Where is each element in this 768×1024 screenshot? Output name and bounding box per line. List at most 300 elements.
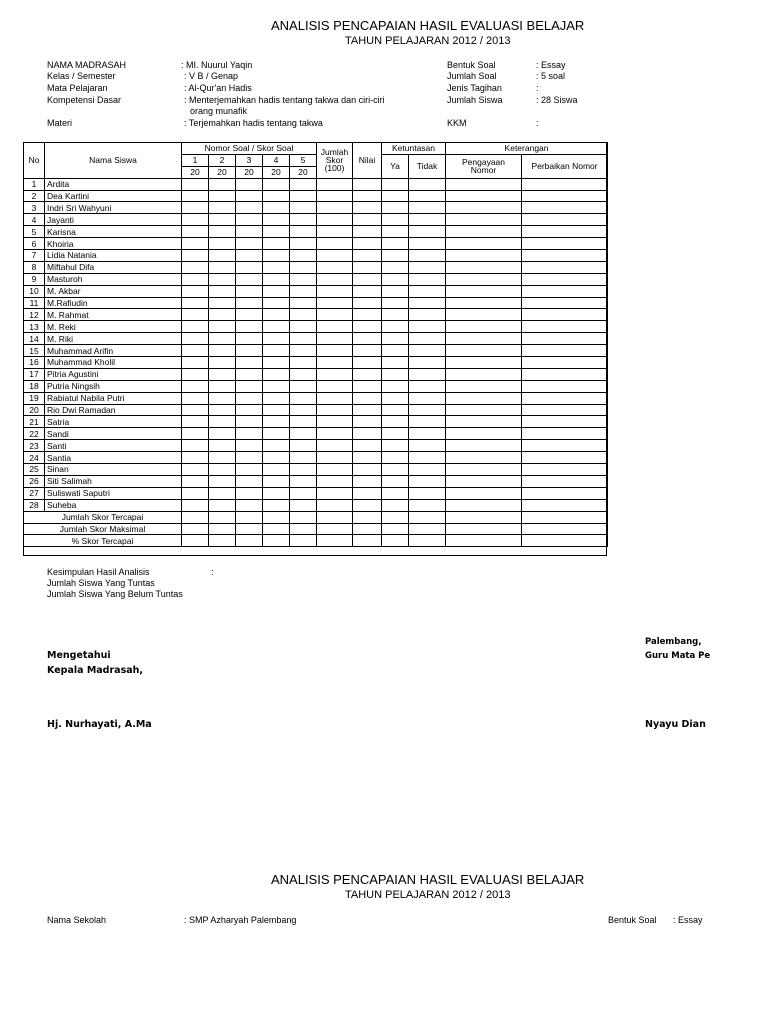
score-cell[interactable]: [409, 345, 446, 357]
score-cell[interactable]: [263, 357, 290, 369]
score-cell[interactable]: [290, 392, 317, 404]
score-cell[interactable]: [409, 499, 446, 511]
score-cell[interactable]: [382, 178, 409, 190]
score-cell[interactable]: [522, 309, 608, 321]
score-cell[interactable]: [209, 238, 236, 250]
score-cell[interactable]: [209, 357, 236, 369]
score-cell[interactable]: [236, 380, 263, 392]
score-cell[interactable]: [382, 321, 409, 333]
score-cell[interactable]: [446, 214, 522, 226]
score-cell[interactable]: [382, 309, 409, 321]
score-cell[interactable]: [263, 202, 290, 214]
score-cell[interactable]: [182, 357, 209, 369]
score-cell[interactable]: [522, 452, 608, 464]
score-cell[interactable]: [446, 333, 522, 345]
score-cell[interactable]: [290, 273, 317, 285]
footer-cell[interactable]: [290, 535, 317, 547]
score-cell[interactable]: [236, 416, 263, 428]
score-cell[interactable]: [522, 297, 608, 309]
score-cell[interactable]: [209, 214, 236, 226]
footer-cell[interactable]: [382, 511, 409, 523]
score-cell[interactable]: [263, 321, 290, 333]
score-cell[interactable]: [446, 368, 522, 380]
score-cell[interactable]: [522, 464, 608, 476]
score-cell[interactable]: [209, 440, 236, 452]
score-cell[interactable]: [522, 273, 608, 285]
footer-cell[interactable]: [353, 535, 382, 547]
score-cell[interactable]: [263, 416, 290, 428]
score-cell[interactable]: [263, 273, 290, 285]
score-cell[interactable]: [522, 499, 608, 511]
score-cell[interactable]: [290, 178, 317, 190]
score-cell[interactable]: [209, 345, 236, 357]
score-cell[interactable]: [290, 226, 317, 238]
score-cell[interactable]: [182, 452, 209, 464]
score-cell[interactable]: [182, 297, 209, 309]
score-cell[interactable]: [317, 440, 353, 452]
score-cell[interactable]: [290, 452, 317, 464]
score-cell[interactable]: [522, 226, 608, 238]
score-cell[interactable]: [382, 238, 409, 250]
score-cell[interactable]: [353, 226, 382, 238]
score-cell[interactable]: [353, 428, 382, 440]
score-cell[interactable]: [382, 190, 409, 202]
score-cell[interactable]: [263, 499, 290, 511]
score-cell[interactable]: [290, 404, 317, 416]
score-cell[interactable]: [446, 499, 522, 511]
score-cell[interactable]: [290, 202, 317, 214]
score-cell[interactable]: [382, 392, 409, 404]
score-cell[interactable]: [236, 368, 263, 380]
score-cell[interactable]: [236, 475, 263, 487]
score-cell[interactable]: [353, 452, 382, 464]
score-cell[interactable]: [409, 261, 446, 273]
score-cell[interactable]: [209, 178, 236, 190]
score-cell[interactable]: [317, 214, 353, 226]
score-cell[interactable]: [209, 226, 236, 238]
footer-cell[interactable]: [446, 535, 522, 547]
score-cell[interactable]: [182, 475, 209, 487]
score-cell[interactable]: [353, 309, 382, 321]
score-cell[interactable]: [317, 345, 353, 357]
score-cell[interactable]: [317, 380, 353, 392]
score-cell[interactable]: [353, 285, 382, 297]
footer-cell[interactable]: [263, 511, 290, 523]
score-cell[interactable]: [263, 238, 290, 250]
score-cell[interactable]: [446, 428, 522, 440]
score-cell[interactable]: [182, 261, 209, 273]
score-cell[interactable]: [382, 404, 409, 416]
score-cell[interactable]: [236, 202, 263, 214]
score-cell[interactable]: [446, 250, 522, 262]
score-cell[interactable]: [409, 178, 446, 190]
score-cell[interactable]: [209, 487, 236, 499]
score-cell[interactable]: [409, 357, 446, 369]
score-cell[interactable]: [290, 416, 317, 428]
footer-cell[interactable]: [209, 511, 236, 523]
score-cell[interactable]: [409, 214, 446, 226]
footer-cell[interactable]: [263, 535, 290, 547]
score-cell[interactable]: [522, 380, 608, 392]
score-cell[interactable]: [290, 499, 317, 511]
score-cell[interactable]: [263, 261, 290, 273]
score-cell[interactable]: [317, 452, 353, 464]
score-cell[interactable]: [446, 392, 522, 404]
footer-cell[interactable]: [317, 511, 353, 523]
footer-cell[interactable]: [382, 523, 409, 535]
score-cell[interactable]: [263, 428, 290, 440]
score-cell[interactable]: [236, 440, 263, 452]
score-cell[interactable]: [409, 238, 446, 250]
score-cell[interactable]: [353, 238, 382, 250]
score-cell[interactable]: [409, 392, 446, 404]
footer-cell[interactable]: [317, 523, 353, 535]
score-cell[interactable]: [446, 404, 522, 416]
score-cell[interactable]: [353, 368, 382, 380]
score-cell[interactable]: [382, 452, 409, 464]
score-cell[interactable]: [290, 428, 317, 440]
score-cell[interactable]: [382, 487, 409, 499]
score-cell[interactable]: [382, 202, 409, 214]
score-cell[interactable]: [317, 357, 353, 369]
footer-cell[interactable]: [409, 523, 446, 535]
score-cell[interactable]: [182, 487, 209, 499]
score-cell[interactable]: [290, 333, 317, 345]
score-cell[interactable]: [409, 226, 446, 238]
score-cell[interactable]: [382, 285, 409, 297]
footer-cell[interactable]: [290, 511, 317, 523]
score-cell[interactable]: [263, 487, 290, 499]
score-cell[interactable]: [382, 428, 409, 440]
score-cell[interactable]: [446, 261, 522, 273]
score-cell[interactable]: [317, 321, 353, 333]
score-cell[interactable]: [290, 357, 317, 369]
score-cell[interactable]: [382, 250, 409, 262]
score-cell[interactable]: [522, 357, 608, 369]
score-cell[interactable]: [446, 475, 522, 487]
score-cell[interactable]: [409, 464, 446, 476]
score-cell[interactable]: [409, 273, 446, 285]
score-cell[interactable]: [446, 190, 522, 202]
footer-cell[interactable]: [317, 535, 353, 547]
score-cell[interactable]: [182, 214, 209, 226]
score-cell[interactable]: [317, 475, 353, 487]
score-cell[interactable]: [263, 178, 290, 190]
score-cell[interactable]: [522, 440, 608, 452]
score-cell[interactable]: [446, 357, 522, 369]
score-cell[interactable]: [236, 309, 263, 321]
score-cell[interactable]: [236, 226, 263, 238]
score-cell[interactable]: [409, 309, 446, 321]
score-cell[interactable]: [353, 475, 382, 487]
score-cell[interactable]: [209, 261, 236, 273]
score-cell[interactable]: [446, 309, 522, 321]
score-cell[interactable]: [522, 238, 608, 250]
score-cell[interactable]: [353, 487, 382, 499]
score-cell[interactable]: [317, 404, 353, 416]
score-cell[interactable]: [263, 464, 290, 476]
score-cell[interactable]: [446, 440, 522, 452]
score-cell[interactable]: [446, 226, 522, 238]
score-cell[interactable]: [446, 345, 522, 357]
score-cell[interactable]: [446, 273, 522, 285]
score-cell[interactable]: [209, 368, 236, 380]
score-cell[interactable]: [236, 487, 263, 499]
footer-cell[interactable]: [409, 511, 446, 523]
score-cell[interactable]: [353, 261, 382, 273]
score-cell[interactable]: [446, 238, 522, 250]
score-cell[interactable]: [236, 452, 263, 464]
score-cell[interactable]: [353, 202, 382, 214]
score-cell[interactable]: [446, 487, 522, 499]
score-cell[interactable]: [409, 190, 446, 202]
score-cell[interactable]: [522, 214, 608, 226]
footer-cell[interactable]: [182, 523, 209, 535]
score-cell[interactable]: [382, 475, 409, 487]
score-cell[interactable]: [446, 380, 522, 392]
score-cell[interactable]: [290, 309, 317, 321]
score-cell[interactable]: [182, 368, 209, 380]
score-cell[interactable]: [317, 261, 353, 273]
score-cell[interactable]: [409, 250, 446, 262]
score-cell[interactable]: [353, 297, 382, 309]
score-cell[interactable]: [209, 202, 236, 214]
score-cell[interactable]: [522, 261, 608, 273]
score-cell[interactable]: [263, 475, 290, 487]
score-cell[interactable]: [317, 428, 353, 440]
score-cell[interactable]: [182, 404, 209, 416]
score-cell[interactable]: [182, 178, 209, 190]
score-cell[interactable]: [382, 261, 409, 273]
score-cell[interactable]: [182, 190, 209, 202]
score-cell[interactable]: [236, 297, 263, 309]
score-cell[interactable]: [290, 250, 317, 262]
score-cell[interactable]: [353, 190, 382, 202]
score-cell[interactable]: [353, 499, 382, 511]
score-cell[interactable]: [409, 475, 446, 487]
score-cell[interactable]: [317, 368, 353, 380]
score-cell[interactable]: [236, 464, 263, 476]
score-cell[interactable]: [182, 273, 209, 285]
score-cell[interactable]: [446, 178, 522, 190]
score-cell[interactable]: [317, 487, 353, 499]
score-cell[interactable]: [263, 440, 290, 452]
score-cell[interactable]: [263, 285, 290, 297]
score-cell[interactable]: [409, 321, 446, 333]
score-cell[interactable]: [209, 285, 236, 297]
score-cell[interactable]: [353, 392, 382, 404]
footer-cell[interactable]: [353, 511, 382, 523]
score-cell[interactable]: [317, 464, 353, 476]
score-cell[interactable]: [522, 333, 608, 345]
footer-cell[interactable]: [209, 523, 236, 535]
score-cell[interactable]: [236, 333, 263, 345]
score-cell[interactable]: [236, 190, 263, 202]
score-cell[interactable]: [382, 464, 409, 476]
score-cell[interactable]: [209, 309, 236, 321]
score-cell[interactable]: [317, 178, 353, 190]
score-cell[interactable]: [409, 416, 446, 428]
score-cell[interactable]: [317, 309, 353, 321]
score-cell[interactable]: [236, 178, 263, 190]
score-cell[interactable]: [236, 250, 263, 262]
score-cell[interactable]: [263, 226, 290, 238]
score-cell[interactable]: [236, 285, 263, 297]
score-cell[interactable]: [263, 452, 290, 464]
score-cell[interactable]: [353, 464, 382, 476]
score-cell[interactable]: [317, 273, 353, 285]
score-cell[interactable]: [317, 238, 353, 250]
score-cell[interactable]: [209, 190, 236, 202]
score-cell[interactable]: [290, 238, 317, 250]
score-cell[interactable]: [353, 357, 382, 369]
score-cell[interactable]: [290, 368, 317, 380]
score-cell[interactable]: [382, 499, 409, 511]
score-cell[interactable]: [317, 190, 353, 202]
score-cell[interactable]: [263, 404, 290, 416]
score-cell[interactable]: [382, 416, 409, 428]
score-cell[interactable]: [353, 345, 382, 357]
score-cell[interactable]: [382, 333, 409, 345]
score-cell[interactable]: [317, 392, 353, 404]
score-cell[interactable]: [263, 392, 290, 404]
score-cell[interactable]: [182, 321, 209, 333]
score-cell[interactable]: [353, 178, 382, 190]
score-cell[interactable]: [522, 250, 608, 262]
score-cell[interactable]: [182, 464, 209, 476]
footer-cell[interactable]: [353, 523, 382, 535]
score-cell[interactable]: [263, 250, 290, 262]
score-cell[interactable]: [182, 238, 209, 250]
score-cell[interactable]: [409, 428, 446, 440]
score-cell[interactable]: [522, 190, 608, 202]
score-cell[interactable]: [182, 499, 209, 511]
footer-cell[interactable]: [236, 523, 263, 535]
score-cell[interactable]: [209, 297, 236, 309]
score-cell[interactable]: [382, 297, 409, 309]
score-cell[interactable]: [446, 464, 522, 476]
score-cell[interactable]: [446, 452, 522, 464]
score-cell[interactable]: [522, 416, 608, 428]
score-cell[interactable]: [290, 475, 317, 487]
score-cell[interactable]: [182, 392, 209, 404]
score-cell[interactable]: [382, 440, 409, 452]
score-cell[interactable]: [209, 452, 236, 464]
footer-cell[interactable]: [446, 511, 522, 523]
score-cell[interactable]: [182, 416, 209, 428]
score-cell[interactable]: [236, 238, 263, 250]
score-cell[interactable]: [263, 309, 290, 321]
score-cell[interactable]: [182, 428, 209, 440]
score-cell[interactable]: [236, 345, 263, 357]
score-cell[interactable]: [263, 380, 290, 392]
footer-cell[interactable]: [182, 511, 209, 523]
score-cell[interactable]: [353, 214, 382, 226]
score-cell[interactable]: [209, 416, 236, 428]
score-cell[interactable]: [209, 380, 236, 392]
score-cell[interactable]: [209, 428, 236, 440]
score-cell[interactable]: [382, 214, 409, 226]
score-cell[interactable]: [182, 202, 209, 214]
score-cell[interactable]: [209, 404, 236, 416]
score-cell[interactable]: [209, 250, 236, 262]
score-cell[interactable]: [263, 297, 290, 309]
score-cell[interactable]: [317, 250, 353, 262]
score-cell[interactable]: [409, 297, 446, 309]
score-cell[interactable]: [209, 321, 236, 333]
footer-cell[interactable]: [409, 535, 446, 547]
score-cell[interactable]: [209, 333, 236, 345]
score-cell[interactable]: [290, 285, 317, 297]
score-cell[interactable]: [236, 499, 263, 511]
footer-cell[interactable]: [236, 511, 263, 523]
score-cell[interactable]: [290, 440, 317, 452]
score-cell[interactable]: [182, 226, 209, 238]
score-cell[interactable]: [263, 214, 290, 226]
score-cell[interactable]: [182, 285, 209, 297]
score-cell[interactable]: [353, 380, 382, 392]
score-cell[interactable]: [317, 416, 353, 428]
score-cell[interactable]: [353, 250, 382, 262]
score-cell[interactable]: [236, 261, 263, 273]
score-cell[interactable]: [382, 368, 409, 380]
score-cell[interactable]: [522, 321, 608, 333]
score-cell[interactable]: [409, 285, 446, 297]
score-cell[interactable]: [317, 297, 353, 309]
score-cell[interactable]: [182, 440, 209, 452]
score-cell[interactable]: [236, 321, 263, 333]
score-cell[interactable]: [182, 345, 209, 357]
score-cell[interactable]: [522, 285, 608, 297]
footer-cell[interactable]: [182, 535, 209, 547]
score-cell[interactable]: [290, 297, 317, 309]
score-cell[interactable]: [290, 321, 317, 333]
score-cell[interactable]: [290, 261, 317, 273]
score-cell[interactable]: [382, 345, 409, 357]
score-cell[interactable]: [522, 428, 608, 440]
score-cell[interactable]: [353, 321, 382, 333]
score-cell[interactable]: [446, 202, 522, 214]
score-cell[interactable]: [522, 202, 608, 214]
score-cell[interactable]: [446, 285, 522, 297]
score-cell[interactable]: [317, 333, 353, 345]
score-cell[interactable]: [353, 333, 382, 345]
score-cell[interactable]: [317, 499, 353, 511]
score-cell[interactable]: [409, 440, 446, 452]
score-cell[interactable]: [182, 250, 209, 262]
score-cell[interactable]: [409, 487, 446, 499]
footer-cell[interactable]: [522, 523, 608, 535]
score-cell[interactable]: [182, 333, 209, 345]
score-cell[interactable]: [263, 345, 290, 357]
footer-cell[interactable]: [382, 535, 409, 547]
footer-cell[interactable]: [236, 535, 263, 547]
score-cell[interactable]: [353, 273, 382, 285]
score-cell[interactable]: [263, 333, 290, 345]
score-cell[interactable]: [236, 392, 263, 404]
score-cell[interactable]: [290, 190, 317, 202]
footer-cell[interactable]: [522, 535, 608, 547]
score-cell[interactable]: [209, 499, 236, 511]
score-cell[interactable]: [236, 404, 263, 416]
score-cell[interactable]: [382, 380, 409, 392]
score-cell[interactable]: [409, 380, 446, 392]
score-cell[interactable]: [209, 464, 236, 476]
score-cell[interactable]: [522, 392, 608, 404]
footer-cell[interactable]: [290, 523, 317, 535]
score-cell[interactable]: [290, 380, 317, 392]
score-cell[interactable]: [382, 357, 409, 369]
